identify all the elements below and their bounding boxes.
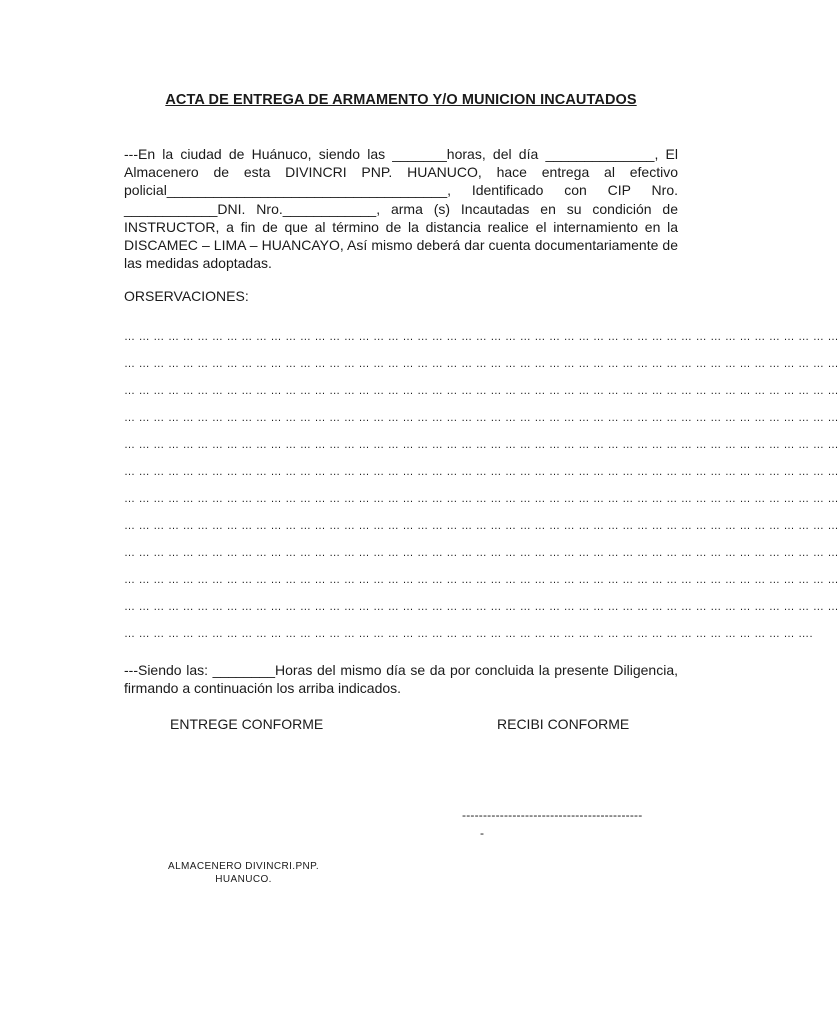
dotted-line: … … … … … … … … … … … … … … … … … … … … … … … … … … … … … … … … … … … … … … … … … … … … … … …. [124, 628, 813, 640]
observations-lines [124, 324, 839, 648]
document-title: ACTA DE ENTREGA DE ARMAMENTO Y/O MUNICION INCAUTADOS [165, 92, 637, 108]
signature-dash: - [480, 826, 484, 840]
dotted-line: … … … … … … … … … … … … … … … … … … … … … … … … … … … … … … … … … … … … … … … … … … … … … … … … … [124, 493, 839, 505]
dotted-line: … … … … … … … … … … … … … … … … … … … … … … … … … … … … … … … … … … … … … … … … … … … … … … … … … [124, 358, 839, 370]
dotted-line: … … … … … … … … … … … … … … … … … … … … … … … … … … … … … … … … … … … … … … … … … … … … … … … … … [124, 412, 839, 424]
dotted-line: … … … … … … … … … … … … … … … … … … … … … … … … … … … … … … … … … … … … … … … … … … … … … … … … … [124, 385, 839, 397]
signature-line: ------------------------------------------- [462, 808, 643, 822]
footer-line-2: HUANUCO. [215, 874, 272, 885]
closing-paragraph: ---Siendo las: ________Horas del mismo día se da por concluida la presente Diligencia, firmando a continuación los arriba indicados. [124, 662, 678, 697]
delivery-paragraph: ---En la ciudad de Huánuco, siendo las _______horas, del día ______________, El Almacenero de esta DIVINCRI PNP. HUANUCO, hace entrega al efectivo policial____________________________________, Identificado con CIP Nro. ____________DNI. Nro.____________, arma (s) Incautadas en su condición de INSTRUCTOR, a fin de que al término de la distancia realice el internamiento en la DISCAMEC – LIMA – HUANCAYO, Así mismo deberá dar cuenta documentariamente de las medidas adoptadas. [124, 146, 678, 272]
dotted-line: … … … … … … … … … … … … … … … … … … … … … … … … … … … … … … … … … … … … … … … … … … … … … … … … … [124, 520, 839, 532]
dotted-line: … … … … … … … … … … … … … … … … … … … … … … … … … … … … … … … … … … … … … … … … … … … … … … … … … [124, 601, 839, 613]
dotted-line: … … … … … … … … … … … … … … … … … … … … … … … … … … … … … … … … … … … … … … … … … … … … … … … … … [124, 439, 839, 451]
signature-label-delivered: ENTREGE CONFORME [170, 716, 324, 732]
footer-signatory [168, 860, 319, 886]
observations-label: ORSERVACIONES: [124, 288, 249, 304]
signature-label-received: RECIBI CONFORME [497, 716, 630, 732]
footer-line-1: ALMACENERO DIVINCRI.PNP. [168, 861, 320, 872]
dotted-line: … … … … … … … … … … … … … … … … … … … … … … … … … … … … … … … … … … … … … … … … … … … … … … … … … [124, 331, 839, 343]
dotted-line: … … … … … … … … … … … … … … … … … … … … … … … … … … … … … … … … … … … … … … … … … … … … … … … … … [124, 466, 839, 478]
dotted-line: … … … … … … … … … … … … … … … … … … … … … … … … … … … … … … … … … … … … … … … … … … … … … … … … … [124, 574, 839, 586]
dotted-line: … … … … … … … … … … … … … … … … … … … … … … … … … … … … … … … … … … … … … … … … … … … … … … … … … [124, 547, 839, 559]
